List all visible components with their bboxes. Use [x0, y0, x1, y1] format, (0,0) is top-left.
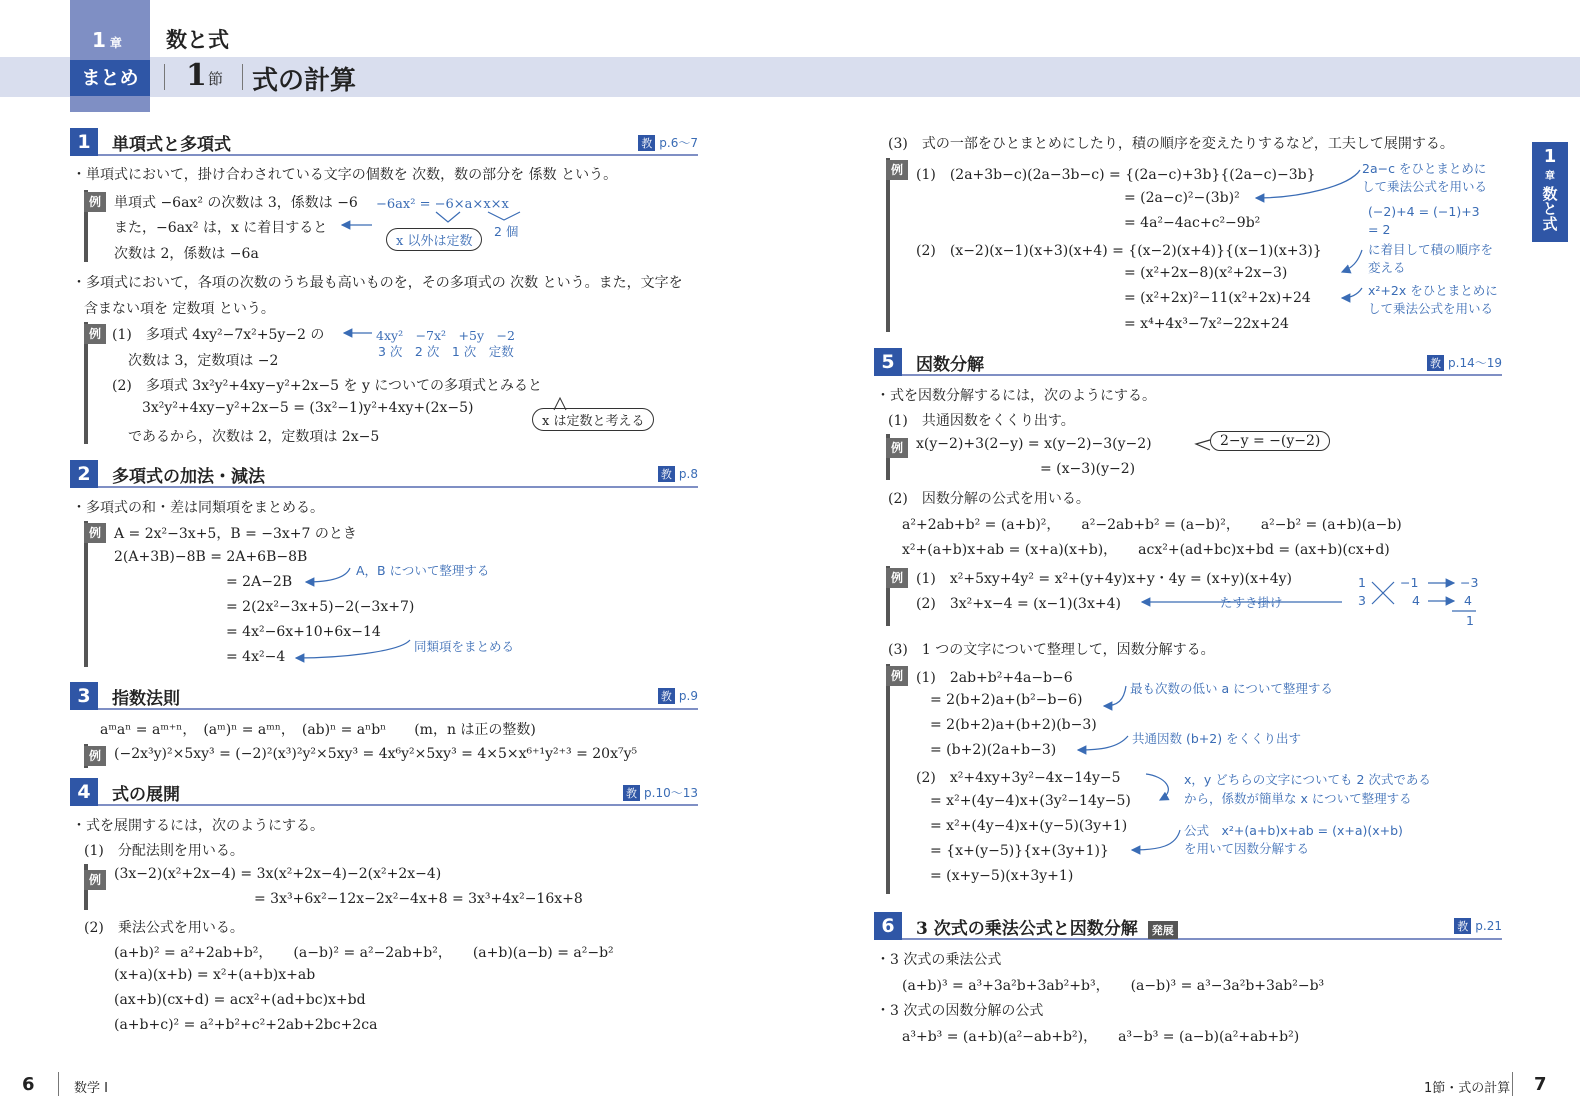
annotation-note: = 2 [1368, 222, 1391, 237]
example-tag: 例 [84, 523, 106, 543]
example-line: = 4x²−4 [226, 649, 286, 665]
bullet-text: ・多項式の和・差は同類項をまとめる。 [72, 500, 324, 516]
example-line: = (b+2)(2a+b−3) [930, 742, 1057, 758]
section-heading-5: 5 因数分解 教 p.14〜19 [874, 348, 1502, 376]
formula-line: (a+b)³ = a³+3a²b+3ab²+b³， (a−b)³ = a³−3a²b+3ab²−b³ [902, 978, 1325, 994]
example-line: = 2(b+2)a+(b+2)(b−3) [930, 717, 1097, 733]
example-line: 次数は 2，係数は −6a [114, 246, 259, 262]
example-line: (2) 3x²+x−4 = (x−1)(3x+4) [916, 596, 1121, 612]
formula-line: (ax+b)(cx+d) = acx²+(ad+bc)x+bd [114, 992, 366, 1008]
example-line: 3x²y²+4xy−y²+2x−5 = (3x²−1)y²+4xy+(2x−5) [142, 400, 474, 416]
annotation-note: x²+2x をひとまとめに [1368, 283, 1498, 298]
advanced-badge: 発展 [1148, 921, 1178, 939]
example-line: (2) (x−2)(x−1)(x+3)(x+4) = {(x−2)(x+4)}{(x−1)(x+3)} [916, 243, 1322, 259]
formula-line: x²+(a+b)x+ab = (x+a)(x+b)， acx²+(ad+bc)x+bd = (ax+b)(cx+d) [902, 542, 1390, 558]
example-tag: 例 [84, 746, 106, 766]
annotation-note: 3 次 2 次 1 次 定数 [378, 344, 514, 359]
subitem: (3) 式の一部をひとまとめにしたり，積の順序を変えたりするなど，工夫して展開する。 [888, 136, 1454, 152]
example-line: 次数は 3，定数項は −2 [128, 353, 279, 369]
tasuki-number: 4 [1412, 593, 1420, 608]
annotation-note: 変える [1368, 260, 1406, 275]
section-heading-1: 1 単項式と多項式 教 p.6〜7 [70, 128, 698, 156]
footer-section: 1節・式の計算 [1424, 1081, 1511, 1096]
annotation-note: を用いて因数分解する [1184, 841, 1310, 856]
annotation-note: して乗法公式を用いる [1362, 179, 1488, 194]
example-line: 2(A+3B)−8B = 2A+6B−8B [114, 549, 308, 565]
section-number: 1 [186, 58, 207, 93]
example-line: = 2A−2B [226, 574, 293, 590]
example-tag: 例 [886, 438, 908, 458]
example-line: また，−6ax² は，x に着目すると [114, 220, 328, 236]
example-line: = 2(2x²−3x+5)−2(−3x+7) [226, 599, 415, 615]
annotation-note: x，y どちらの文字についても 2 次式である [1184, 772, 1431, 787]
subitem: (2) 乗法公式を用いる。 [84, 920, 244, 936]
subitem: (2) 因数分解の公式を用いる。 [888, 491, 1090, 507]
example-tag: 例 [886, 568, 908, 588]
annotation-note: から，係数が簡単な x について整理する [1184, 791, 1412, 806]
annotation-note: 2 個 [494, 224, 519, 239]
annotation-note: 公式 x²+(a+b)x+ab = (x+a)(x+b) [1184, 823, 1403, 838]
tasuki-number: 1 [1358, 575, 1366, 590]
bullet-text: ・単項式において，掛け合わされている文字の個数を 次数，数の部分を 係数 という。 [72, 167, 618, 183]
example-line: = 4a²−4ac+c²−9b² [1124, 215, 1261, 231]
section-title: 式の計算 [252, 66, 357, 96]
example-line: = x²+(4y−4)x+(3y²−14y−5) [930, 793, 1131, 809]
subitem: (1) 共通因数をくくり出す。 [888, 413, 1075, 429]
bullet-text: ・式を展開するには，次のようにする。 [72, 818, 324, 834]
example-line: (1) x²+5xy+4y² = x²+(y+4y)x+y・4y = (x+y)(x+4y) [916, 571, 1292, 587]
example-line: (−2x³y)²×5xy³ = (−2)²(x³)²y²×5xy³ = 4x⁶y²×5xy³ = 4×5×x⁶⁺¹y²⁺³ = 20x⁷y⁵ [114, 746, 638, 762]
section-heading-4: 4 式の展開 教 p.10〜13 [70, 778, 698, 806]
formula-line: (a+b)² = a²+2ab+b²， (a−b)² = a²−2ab+b²， (a+b)(a−b) = a²−b² [114, 945, 614, 961]
annotation-bubble: x 以外は定数 [386, 228, 482, 251]
example-line: = x²+(4y−4)x+(y−5)(3y+1) [930, 818, 1128, 834]
example-line: (2) x²+4xy+3y²−4x−14y−5 [916, 770, 1121, 786]
subitem: (3) 1 つの文字について整理して，因数分解する。 [888, 642, 1215, 658]
annotation-note: 4xy² −7x² +5y −2 [376, 328, 515, 343]
chapter-label: 1 章 [92, 28, 122, 52]
formula-line: (a+b+c)² = a²+b²+c²+2ab+2bc+2ca [114, 1017, 378, 1033]
example-tag: 例 [84, 324, 106, 344]
annotation-note: に着目して積の順序を [1368, 242, 1494, 257]
annotation-note: 最も次数の低い a について整理する [1130, 681, 1333, 696]
formula-line: aᵐaⁿ = aᵐ⁺ⁿ， (aᵐ)ⁿ = aᵐⁿ， (ab)ⁿ = aⁿbⁿ (m，n は正の整数) [100, 722, 536, 738]
example-line: = (x+y−5)(x+3y+1) [930, 868, 1074, 884]
bullet-text: 含まない項を 定数項 という。 [84, 301, 275, 317]
tasuki-number: 1 [1466, 613, 1474, 628]
example-tag: 例 [84, 192, 106, 212]
example-tag: 例 [886, 160, 908, 180]
footer-subject: 数学 I [74, 1081, 108, 1096]
annotation-note: して乗法公式を用いる [1368, 301, 1494, 316]
example-line: 単項式 −6ax² の次数は 3，係数は −6 [114, 195, 358, 211]
section-suffix: 節 [208, 70, 224, 88]
tasuki-number: 3 [1358, 593, 1366, 608]
chapter-side-tab: 1 章 数と式 [1532, 142, 1568, 242]
example-line: = {x+(y−5)}{x+(3y+1)} [930, 843, 1109, 859]
example-line: = 3x³+6x²−12x−2x²−4x+8 = 3x³+4x²−16x+8 [254, 891, 583, 907]
formula-line: a²+2ab+b² = (a+b)²， a²−2ab+b² = (a−b)²， a²−b² = (a+b)(a−b) [902, 517, 1402, 533]
formula-line: a³+b³ = (a+b)(a²−ab+b²)， a³−b³ = (a−b)(a²+ab+b²) [902, 1029, 1300, 1045]
annotation-note: 2a−c をひとまとめに [1362, 161, 1487, 176]
annotation-bubble: 2−y = −(y−2) [1210, 431, 1330, 451]
example-line: = 2(b+2)a+(b²−b−6) [930, 692, 1083, 708]
example-tag: 例 [84, 870, 106, 890]
annotation-bubble: x は定数と考える [532, 408, 654, 431]
page-number-right: 7 [1534, 1074, 1547, 1095]
example-line: x(y−2)+3(2−y) = x(y−2)−3(y−2) [916, 436, 1152, 452]
example-line: = (x−3)(y−2) [1040, 461, 1136, 477]
example-line: (1) (2a+3b−c)(2a−3b−c) = {(2a−c)+3b}{(2a−c)−3b} [916, 167, 1316, 183]
example-line: A = 2x²−3x+5，B = −3x+7 のとき [114, 526, 357, 542]
annotation-note: 共通因数 (b+2) をくくり出す [1132, 731, 1302, 746]
example-line: (2) 多項式 3x²y²+4xy−y²+2x−5 を y についての多項式とみると [112, 378, 543, 394]
bullet-text: ・多項式において，各項の次数のうち最も高いものを，その多項式の 次数 という。また，文字を [72, 275, 683, 291]
annotation-note: −6ax² = −6×a×x×x [376, 197, 509, 212]
example-line: (1) 多項式 4xy²−7x²+5y−2 の [112, 327, 325, 343]
example-line: = (2a−c)²−(3b)² [1124, 190, 1240, 206]
tasuki-number: 4 [1464, 593, 1472, 608]
annotation-note: (−2)+4 = (−1)+3 [1368, 204, 1480, 219]
tasuki-number: −3 [1460, 575, 1479, 590]
example-line: = 4x²−6x+10+6x−14 [226, 624, 381, 640]
example-line: であるから，次数は 2，定数項は 2x−5 [128, 429, 380, 445]
chapter-title: 数と式 [166, 27, 229, 52]
page-number-left: 6 [22, 1074, 35, 1095]
section-heading-2: 2 多項式の加法・減法 教 p.8 [70, 460, 698, 488]
example-line: = (x²+2x)²−11(x²+2x)+24 [1124, 290, 1311, 306]
subitem: (1) 分配法則を用いる。 [84, 843, 244, 859]
annotation-note: 同類項をまとめる [414, 639, 515, 654]
bullet-text: ・3 次式の因数分解の公式 [876, 1003, 1044, 1019]
bullet-text: ・式を因数分解するには，次のようにする。 [876, 388, 1156, 404]
example-line: = (x²+2x−8)(x²+2x−3) [1124, 265, 1288, 281]
summary-label: まとめ [70, 60, 150, 96]
example-line: = x⁴+4x³−7x²−22x+24 [1124, 316, 1289, 332]
section-heading-3: 3 指数法則 教 p.9 [70, 682, 698, 710]
tasuki-number: −1 [1400, 575, 1419, 590]
example-tag: 例 [886, 666, 908, 686]
example-line: (3x−2)(x²+2x−4) = 3x(x²+2x−4)−2(x²+2x−4) [114, 866, 442, 882]
annotation-note: たすき掛け [1220, 595, 1283, 610]
bullet-text: ・3 次式の乗法公式 [876, 952, 1002, 968]
annotation-note: A，B について整理する [356, 563, 490, 578]
example-line: (1) 2ab+b²+4a−b−6 [916, 670, 1073, 686]
formula-line: (x+a)(x+b) = x²+(a+b)x+ab [114, 967, 316, 983]
section-heading-6: 6 3 次式の乗法公式と因数分解 発展 教 p.21 [874, 912, 1502, 940]
